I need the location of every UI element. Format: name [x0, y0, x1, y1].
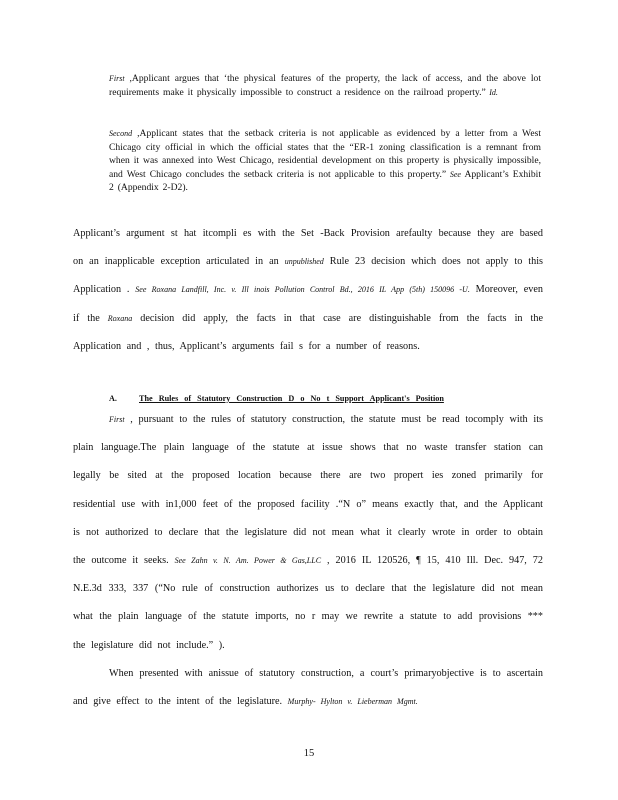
block-quote-tail: Applicant’s Exhibit 2 (Appendix 2-D2).: [109, 168, 541, 193]
block-quote-text: ,Applicant states that the setback criteria is not applicable as evidenced by a letter from a West Chicago city official in which the official states that the “ER-1 zoning classification is a remnant from when it was annexed into West Chicago, residential development on this property is physically impossible, and West Chicago concludes the setback criteria is not applicable to this property.”: [109, 128, 541, 180]
paragraph-text: When presented with anissue of statutory construction, a court’s primaryobjective is to ascertain and give effect to the intent of the legislature.: [73, 668, 543, 708]
paragraph-text: , 2016 IL 120526, ¶ 15, 410 Ill. Dec. 947, 72 N.E.3d 333, 337 (“No rule of construction authorizes us to declare that the legislature did not mean what the plain language of the statute imports, no r may we rewrite a statute to add provisions *** the legislature did not include.” ).: [73, 555, 543, 651]
paragraph-text: , pursuant to the rules of statutory construction, the statute must be read tocomply with its plain language.The plain language of the statute at issue shows that no waste transfer station can legally be sited at the proposed location because there are two propert ies zoned primarily for residential use with in1,000 feet of the proposed facility .“N o” means exactly that, and the Applicant is not authorized to declare that the legislature did not mean what it clearly wrote in order to obtain the outcome it seeks.: [73, 414, 543, 567]
paragraph-text: Applicant’s argument st hat itcompli es with the Set -Back Provision arefaulty because they are based on an inapplicable exception articulated in an: [73, 228, 543, 268]
block-quote-lead: Second: [109, 129, 133, 138]
block-quote-second: [109, 127, 541, 195]
paragraph-legislative-intent: [73, 660, 543, 716]
block-quote-lead: First: [109, 74, 125, 83]
paragraph-plain-language: [73, 406, 543, 660]
block-quote-first: [109, 72, 541, 99]
block-quote-cite: See: [446, 169, 461, 179]
paragraph-lead: First: [109, 415, 125, 424]
page-number: 15: [303, 748, 315, 759]
block-quote-text: ,Applicant argues that ‘the physical features of the property, the lack of access, and the above lot requirements make it physically impossible to construct a residence on the railroad property.”: [109, 73, 541, 98]
paragraph-text: decision did apply, the facts in that case are distinguishable from the facts in the Application and , thus, Applicant’s arguments fail s for a number of reasons.: [73, 312, 543, 352]
italic-text: unpublished: [284, 257, 324, 267]
case-citation: Murphy- Hylton v. Lieberman Mgmt.: [287, 697, 418, 707]
case-name: Roxana: [107, 313, 133, 323]
block-quote-cite: Id.: [485, 87, 498, 97]
case-citation: See Roxana Landfill, Inc. v. Ill inois Pollution Control Bd., 2016 IL App (5th) 150096 -U.: [135, 285, 470, 295]
section-number: A.: [109, 394, 117, 403]
paragraph-roxana: [73, 220, 543, 361]
case-citation: See Zahn v. N. Am. Power & Gas,LLC: [174, 556, 322, 566]
section-title: The Rules of Statutory Construction D o No t Support Applicant's Position: [139, 394, 444, 403]
section-heading: [109, 394, 529, 403]
paragraph-text: Rule 23 decision which does not apply to this Application .: [73, 256, 543, 296]
paragraph-text: Moreover, even if the: [73, 284, 543, 324]
